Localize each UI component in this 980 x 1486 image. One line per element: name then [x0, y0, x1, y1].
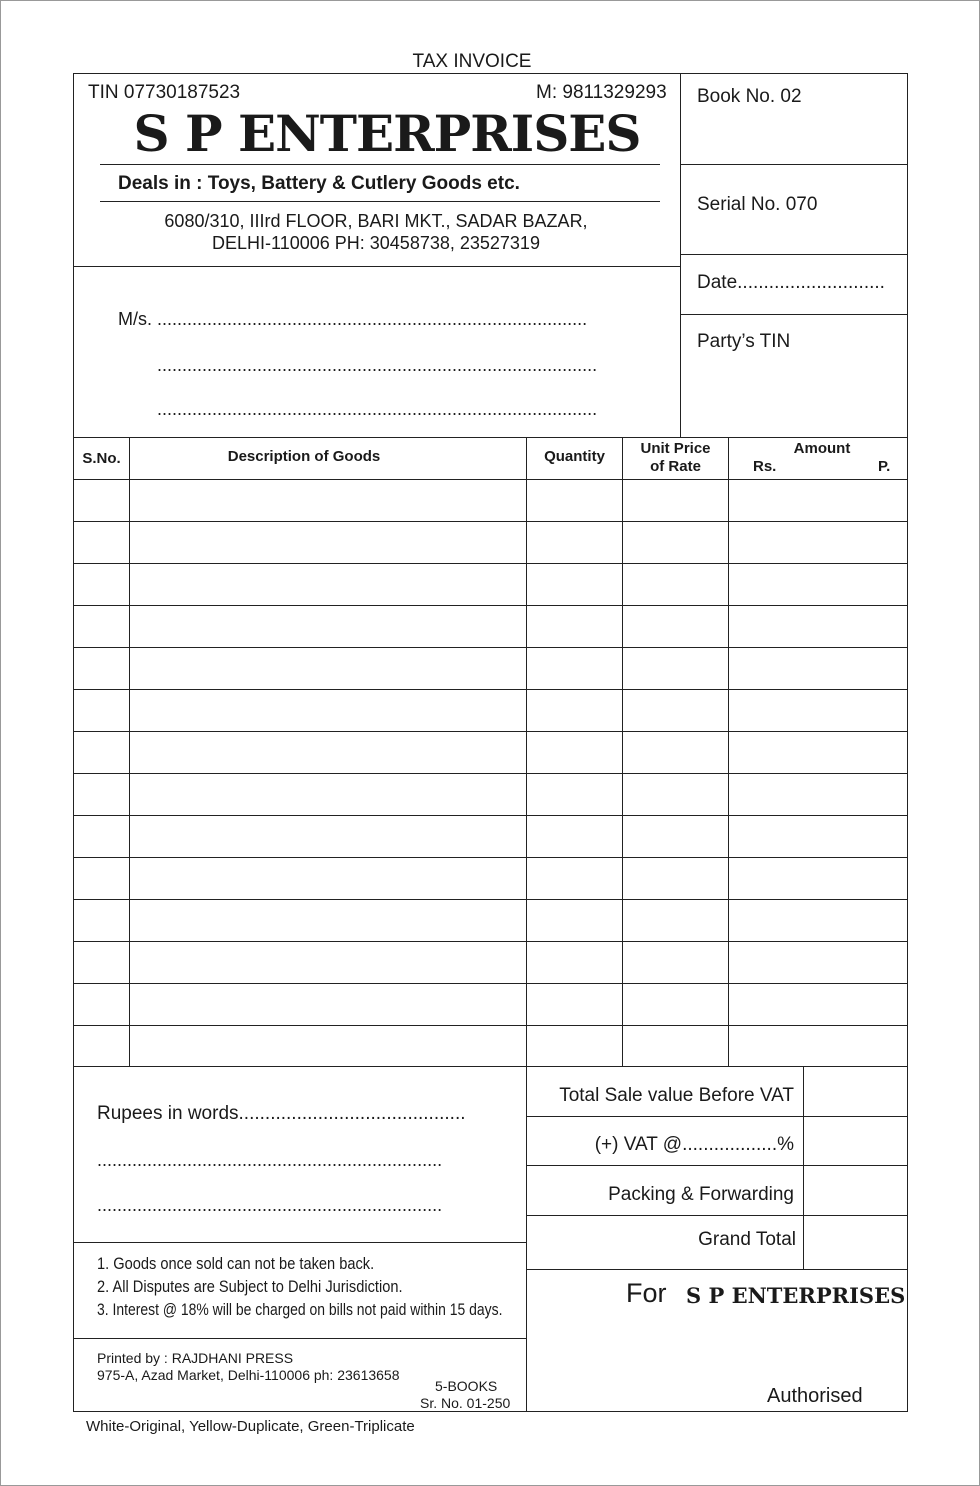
table-row-line — [73, 941, 908, 942]
table-row-line — [73, 521, 908, 522]
header-amount: Amount — [793, 440, 851, 457]
term-3: 3. Interest @ 18% will be charged on bills not paid within 15 days. — [97, 1300, 503, 1319]
signature-company: S P ENTERPRISES — [686, 1283, 906, 1308]
col-divider-desc — [526, 437, 527, 1067]
address-line-1: 6080/310, IIIrd FLOOR, BARI MKT., SADAR BAZAR, — [164, 211, 588, 231]
table-row-line — [73, 605, 908, 606]
table-row-line — [73, 983, 908, 984]
header-unit-price: Unit Price — [640, 440, 711, 457]
book-number: Book No. 02 — [697, 86, 802, 107]
table-row-line — [73, 689, 908, 690]
company-name: S P ENTERPRISES — [133, 104, 641, 163]
signature-for-label: For — [626, 1278, 667, 1308]
vat-label: (+) VAT @..................% — [594, 1134, 794, 1155]
printer-address: 975-A, Azad Market, Delhi-110006 ph: 23613658 — [97, 1367, 400, 1383]
totals-row-1 — [526, 1116, 908, 1117]
header-quantity: Quantity — [544, 448, 605, 465]
term-2: 2. All Disputes are Subject to Delhi Jurisdiction. — [97, 1277, 403, 1296]
header-description: Description of Goods — [227, 448, 381, 465]
rupees-in-words-line-1[interactable]: Rupees in words........................................... — [97, 1103, 466, 1124]
total-before-vat-label: Total Sale value Before VAT — [559, 1085, 794, 1106]
words-divider — [73, 1242, 527, 1243]
customer-name-line-2[interactable]: ........................................................................................ — [157, 355, 598, 375]
date-field[interactable]: Date............................ — [697, 272, 885, 293]
header-paise: P. — [878, 458, 891, 475]
customer-name-line-1[interactable]: M/s. ...................................................................................... — [118, 309, 588, 329]
tin-number: TIN 07730187523 — [88, 82, 241, 103]
header-of-rate: of Rate — [650, 458, 701, 475]
rupees-in-words-line-2[interactable]: ..................................................................... — [97, 1150, 443, 1170]
mobile-number: M: 9811329293 — [536, 82, 667, 103]
serial-number: Serial No. 070 — [697, 194, 818, 215]
address-line-2: DELHI-110006 PH: 30458738, 23527319 — [212, 233, 540, 253]
deals-in: Deals in : Toys, Battery & Cutlery Goods etc. — [118, 173, 520, 194]
header-rupees: Rs. — [753, 458, 777, 475]
company-rule-top — [100, 164, 660, 165]
meta-divider-3 — [680, 314, 908, 315]
meta-divider-2 — [680, 254, 908, 255]
col-divider-qty — [622, 437, 623, 1067]
table-row-line — [73, 1025, 908, 1026]
meta-divider-1 — [680, 164, 908, 165]
authorised-label: Authorised — [767, 1385, 863, 1407]
col-divider-rate — [728, 437, 729, 1067]
header-sno: S.No. — [82, 450, 121, 467]
totals-row-4 — [526, 1269, 908, 1270]
printer-name: Printed by : RAJDHANI PRESS — [97, 1350, 294, 1366]
table-row-line — [73, 563, 908, 564]
copy-colour-note: White-Original, Yellow-Duplicate, Green-Triplicate — [86, 1418, 415, 1435]
table-row-line — [73, 479, 908, 480]
rupees-in-words-line-3[interactable]: ..................................................................... — [97, 1195, 443, 1215]
grand-total-label: Grand Total — [698, 1229, 796, 1250]
customer-name-line-3[interactable]: ........................................................................................ — [157, 399, 598, 419]
party-tin-field[interactable]: Party’s TIN — [697, 331, 791, 352]
totals-value-divider — [803, 1066, 804, 1270]
terms-divider — [73, 1338, 527, 1339]
book-count: 5-BOOKS — [435, 1378, 498, 1394]
table-row-line — [73, 857, 908, 858]
company-rule-bottom — [100, 201, 660, 202]
table-row-line — [73, 899, 908, 900]
document-title: TAX INVOICE — [412, 51, 532, 72]
items-table — [73, 437, 908, 1067]
table-row-line — [73, 815, 908, 816]
serial-range: Sr. No. 01-250 — [420, 1395, 511, 1411]
term-1: 1. Goods once sold can not be taken back. — [97, 1254, 375, 1273]
totals-row-3 — [526, 1215, 908, 1216]
table-row-line — [73, 647, 908, 648]
packing-forwarding-label: Packing & Forwarding — [608, 1184, 794, 1205]
header-divider-horizontal — [73, 266, 681, 267]
table-row-line — [73, 731, 908, 732]
table-row-line — [73, 773, 908, 774]
col-divider-sno — [129, 437, 130, 1067]
totals-row-2 — [526, 1165, 908, 1166]
